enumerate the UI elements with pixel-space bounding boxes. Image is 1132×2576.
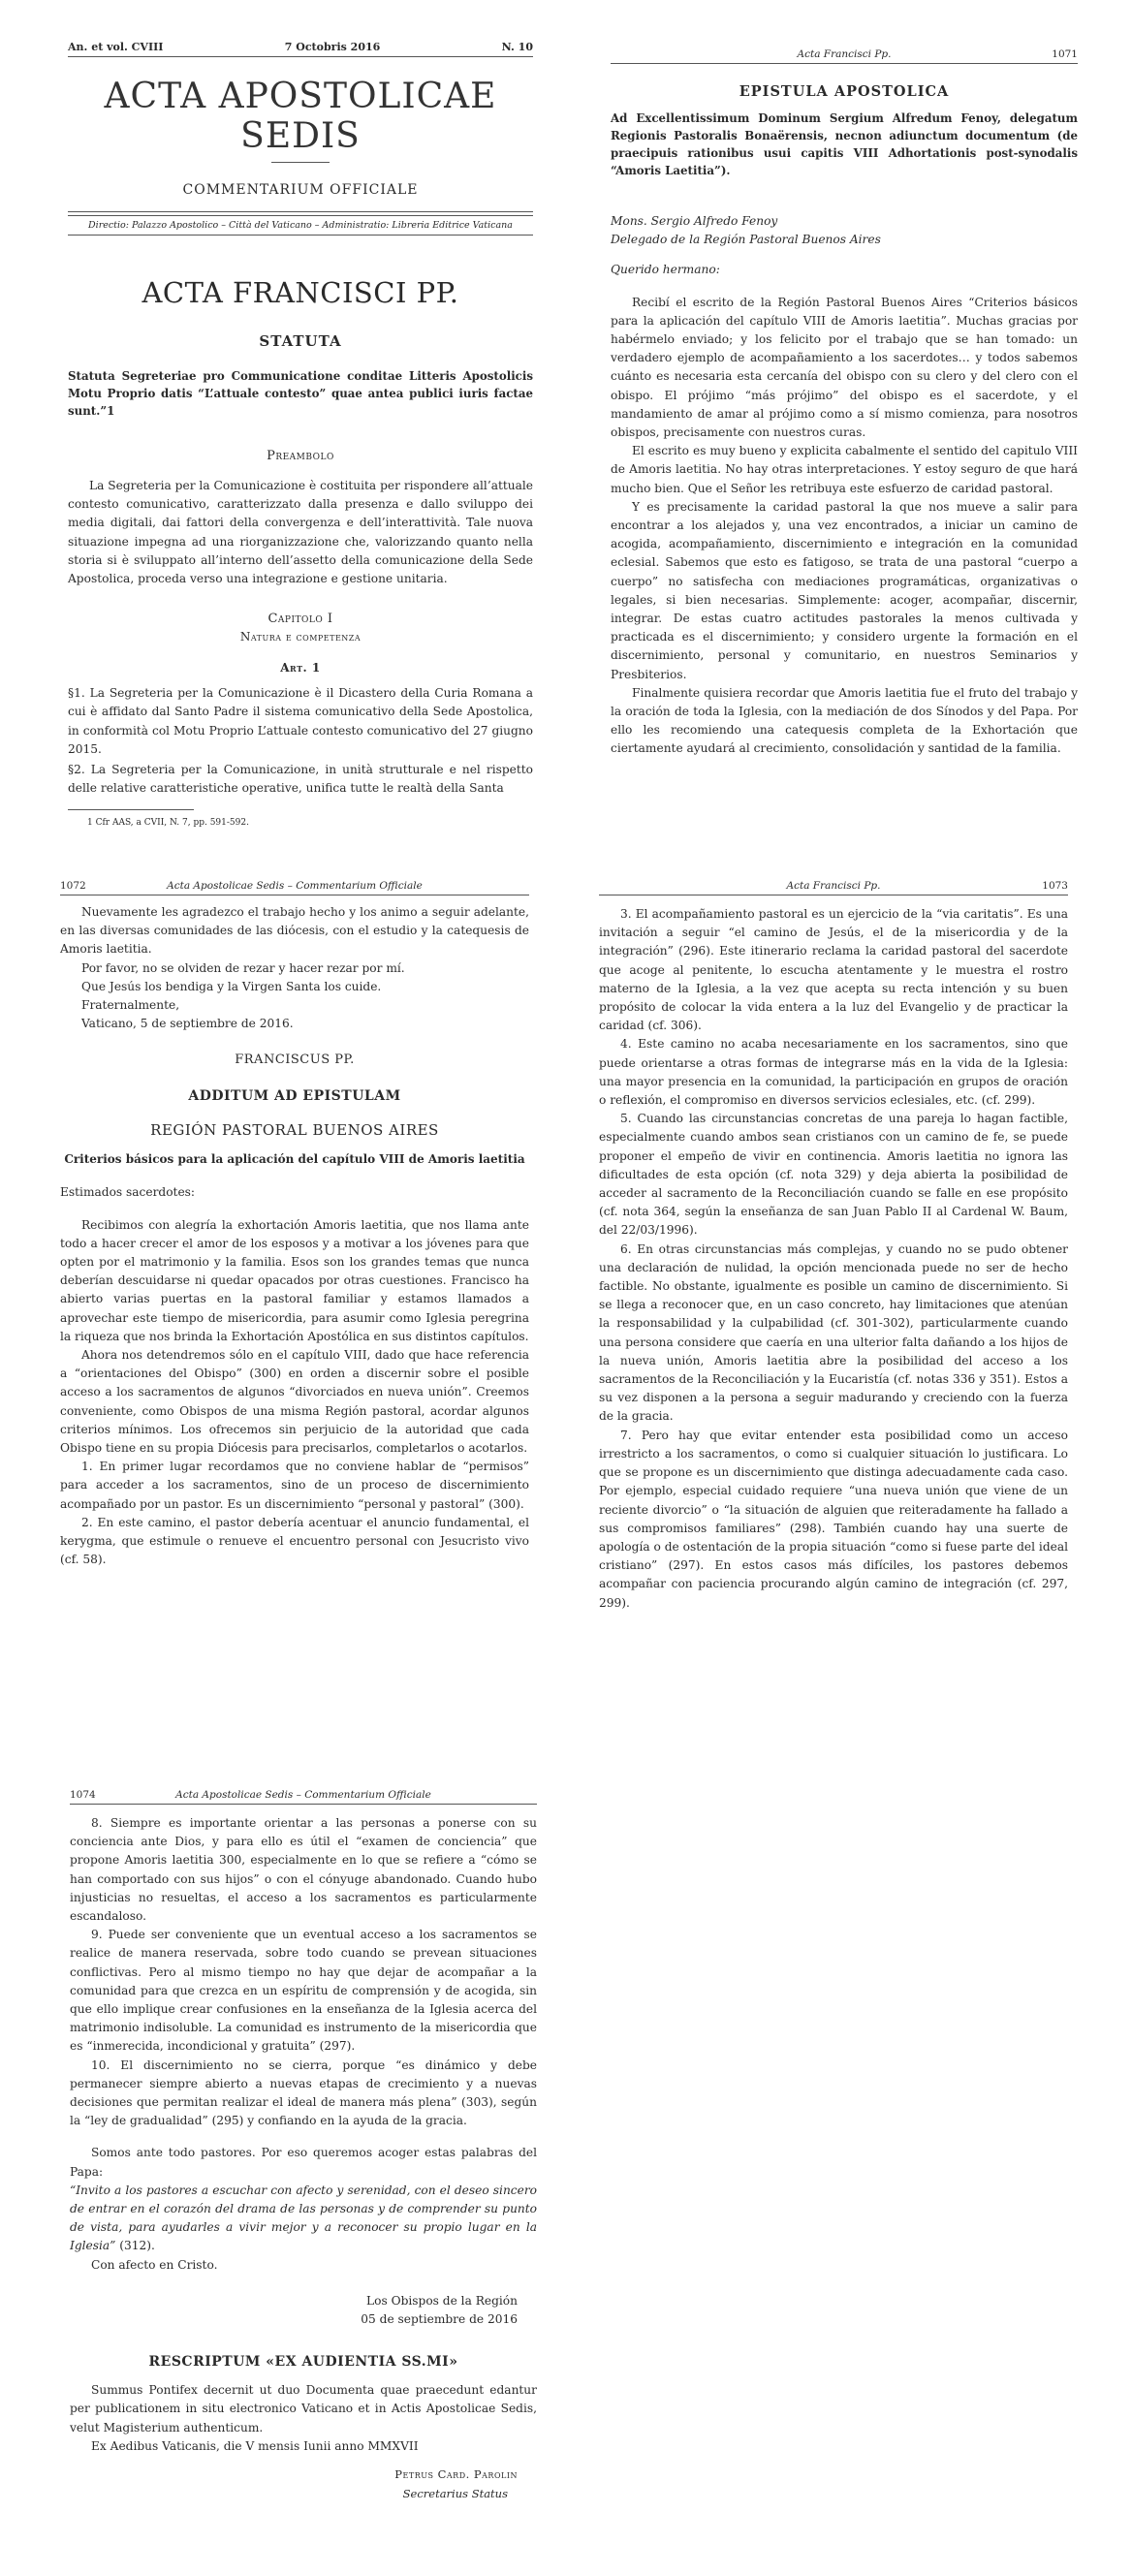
footnote-rule xyxy=(68,809,194,810)
page-5 xyxy=(70,1789,537,2500)
body-paragraph: El escrito es muy bueno y explicita cabalmente el sentido del capitulo VIII de Amoris laetitia. No hay otras interpretaciones. Y estoy seguro de que hará mucho bien. Que el Señor les retribuya este esfuerzo de caridad pastoral. xyxy=(611,444,1078,495)
salutation: Estimados sacerdotes: xyxy=(60,1185,196,1200)
article-heading: Art. 1 xyxy=(280,661,321,675)
chapter-heading: Capitolo I xyxy=(267,612,333,627)
signer-title: Secretarius Status xyxy=(402,2487,508,2501)
body-paragraph: 10. El discernimiento no se cierra, porque “es dinámico y debe permanecer siempre abierto a nuevas etapas de crecimiento y a nuevas decisiones que permitan realizar el ideal de manera más plena” (303), según la “ley de gradualidad” (295) y confiando en la ayuda de la gracia. xyxy=(70,2058,537,2128)
direction-line: Directio: Palazzo Apostolico – Città del Vaticano – Administratio: Libreria Editrice Vaticana xyxy=(68,220,533,236)
closing-line: Vaticano, 5 de septiembre de 2016. xyxy=(81,1017,294,1031)
closing-line: Por favor, no se olviden de rezar y hacer rezar por mí. xyxy=(81,960,405,975)
rescriptum-text: Summus Pontifex decernit ut duo Documenta quae praecedunt edantur per publicationem in situ electronico Vaticano et in Actis Apostolicae Sedis, velut Magisterium authenticum. xyxy=(70,2383,537,2435)
issue-number: N. 10 xyxy=(501,41,533,53)
issue-date: 7 Octobris 2016 xyxy=(284,41,381,53)
epistula-description: Ad Excellentissimum Dominum Sergium Alfredum Fenoy, delegatum Regionis Pastoralis Bonaërensis, necnon adiunctum documentum (de praecipuis rationibus usui capitis VIII Adhortationis post-synodalis “Amoris Laetitia”). xyxy=(611,111,1078,177)
journal-subtitle: COMMENTARIUM OFFICIALE xyxy=(182,182,419,198)
body-paragraph: 8. Siempre es importante orientar a las personas a ponerse con su conciencia ante Dios, y para ello es útil el “examen de conciencia” que propone Amoris laetitia 300, especialmente en lo que se refiere a “cómo se han comportado con sus hijos” o con el cónyuge abandonado. Cuando hubo injusticias no resueltas, el acceso a los sacramentos es particularmente escandaloso. xyxy=(70,1816,537,1924)
greeting: Querido hermano: xyxy=(611,263,720,277)
body-paragraph: 9. Puede ser conveniente que un eventual acceso a los sacramentos se realice de manera reservada, sobre todo cuando se prevean situaciones conflictivas. Pero al mismo tiempo no hay que dejar de acompañar a la comunidad para que crezca en un espíritu de comprensión y de acogida, sin que ello implique crear confusiones en la enseñanza de la Iglesia acerca del matrimonio indisoluble. La comunidad es instrumento de la misericordia que es “inmerecida, incondicional y gratuita” (297). xyxy=(70,1928,537,2054)
page-number: 1073 xyxy=(1042,880,1068,892)
signature: FRANCISCUS PP. xyxy=(235,1052,355,1068)
signing-date: 05 de septiembre de 2016 xyxy=(361,2312,518,2327)
closing-line: Fraternalmente, xyxy=(81,998,180,1013)
body-paragraph: 1. En primer lugar recordamos que no conviene hablar de “permisos” para acceder a los sacramentos, sino de un proceso de discernimiento acompañado por un pastor. Es un discernimiento “personal y pastoral” (300). xyxy=(60,1460,529,1511)
page-number: 1071 xyxy=(1052,48,1078,60)
preambolo-text: La Segreteria per la Comunicazione è costituita per rispondere all’attuale contesto comunicativo, caratterizzato dalla presenza e dallo sviluppo dei media digitali, dai fattori della convergenza e dell’interattività. Tale nuova situazione impegna ad una riorganizzazione che, valorizzando quanto nella storia si è sviluppato all’interno dell’assetto della comunicazione della Sede Apostolica, proceda verso una integrazione e gestione unitaria. xyxy=(68,479,533,586)
statuta-description: Statuta Segreteriae pro Communicatione conditae Litteris Apostolicis Motu Proprio datis “L’attuale contesto” quae antea publici iuris factae sunt.”1 xyxy=(68,369,533,418)
criterios-heading: Criterios básicos para la aplicación del capítulo VIII de Amoris laetitia xyxy=(64,1152,525,1167)
closing-line: Que Jesús los bendiga y la Virgen Santa los cuide. xyxy=(81,979,382,993)
section-title: ACTA FRANCISCI PP. xyxy=(142,276,459,309)
quote-text: “Invito a los pastores a escuchar con afecto y serenidad, con el deseo sincero de entrar en el corazón del drama de las personas y de comprender su punto de vista, para ayudarles a vivir mejor y a reconocer su propio lugar en la Iglesia” xyxy=(70,2183,537,2253)
body-paragraph: 6. En otras circunstancias más complejas, y cuando no se pudo obtener una declaración de nulidad, la opción mencionada puede no ser de hecho factible. No obstante, igualmente es posible un camino de discernimiento. Si se llega a reconocer que, en un caso concreto, hay limitaciones que atenúan la responsabilidad y la culpabilidad (cf. 301-302), particularmente cuando una persona considere que caería en una ulterior falta dañando a los hijos de la nueva unión, Amoris laetitia abre la posibilidad del acceso a los sacramentos de la Reconciliación y la Eucaristía (cf. notas 336 y 351). Estos a su vez disponen a la persona a seguir madurando y creciendo con la fuerza de la gracia. xyxy=(599,1241,1068,1424)
body-paragraph: Somos ante todo pastores. Por eso queremos acoger estas palabras del Papa: xyxy=(70,2146,537,2179)
issue-header xyxy=(68,41,533,57)
page-number: 1072 xyxy=(60,880,86,892)
paragraph-1: §1. La Segreteria per la Comunicazione è il Dicastero della Curia Romana a cui è affidato dal Santo Padre il sistema comunicativo della Sede Apostolica, in conformità col Motu Proprio L’attuale contesto comunicativo del 27 giugno 2015. xyxy=(68,686,533,756)
page-1 xyxy=(68,41,533,828)
page-4 xyxy=(599,880,1068,1613)
closing-line: Con afecto en Cristo. xyxy=(91,2257,218,2272)
body-paragraph: Finalmente quisiera recordar que Amoris laetitia fue el fruto del trabajo y la oración de toda la Iglesia, con la mediación de dos Sínodos y del Papa. Por ello les recomiendo una catequesis completa de la Exhortación que ciertamente ayudará al crecimiento, consolidación y santidad de la familia. xyxy=(611,685,1078,756)
epistula-heading: EPISTULA APOSTOLICA xyxy=(739,83,950,100)
signer-name: Petrus Card. Parolin xyxy=(394,2467,518,2482)
divider xyxy=(68,211,533,216)
page-2 xyxy=(611,48,1078,759)
volume-label: An. et vol. CVIII xyxy=(68,41,164,53)
running-header xyxy=(599,880,1068,895)
page-number: 1074 xyxy=(70,1789,96,1801)
addressee-title: Delegado de la Región Pastoral Buenos Aires xyxy=(611,233,881,247)
footnote: 1 Cfr AAS, a CVII, N. 7, pp. 591-592. xyxy=(87,818,249,829)
rescriptum-heading: RESCRIPTUM «EX AUDIENTIA SS.MI» xyxy=(148,2354,458,2371)
body-paragraph: Nuevamente les agradezco el trabajo hecho y los animo a seguir adelante, en las diversas comunidades de las diócesis, con el estudio y la catequesis de Amoris laetitia. xyxy=(60,905,529,957)
body-paragraph: 5. Cuando las circunstancias concretas de una pareja lo hagan factible, especialmente cuando ambos sean cristianos con un camino de fe, se puede proponer el empeño de vivir en continencia. Amoris laetitia no ignora las dificultades de esta opción (cf. nota 329) y deja abierta la posibilidad de acceder al sacramento de la Reconciliación cuando se falle en ese propósito (cf. nota 364, según la enseñanza de san Juan Pablo II al Cardenal W. Baum, del 22/03/1996). xyxy=(599,1112,1068,1238)
chapter-subheading: Natura e competenza xyxy=(239,630,362,644)
divider xyxy=(271,162,330,163)
running-title: Acta Apostolicae Sedis – Commentarium Officiale xyxy=(175,1789,431,1801)
running-header xyxy=(70,1789,537,1805)
addressee-name: Mons. Sergio Alfredo Fenoy xyxy=(611,214,778,228)
statuta-heading: STATUTA xyxy=(259,332,342,350)
paragraph-2: §2. La Segreteria per la Comunicazione, in unità strutturale e nel rispetto delle relative caratteristiche operative, unifica tutte le realtà della Santa xyxy=(68,763,533,796)
signers: Los Obispos de la Región xyxy=(366,2293,518,2308)
rescriptum-date: Ex Aedibus Vaticanis, die V mensis Iunii anno MMXVII xyxy=(91,2438,419,2453)
pope-quote xyxy=(70,2182,537,2256)
additum-heading: ADDITUM AD EPISTULAM xyxy=(188,1088,401,1105)
body-paragraph: 7. Pero hay que evitar entender esta posibilidad como un acceso irrestricto a los sacramentos, o como si cualquier situación lo justificara. Lo que se propone es un discernimiento que distinga adecuadamente cada caso. Por ejemplo, especial cuidado requiere “una nueva unión que viene de un reciente divorcio” o “la situación de alguien que reiteradamente ha fallado a sus compromisos familiares” (298). También cuando hay una suerte de apología o de ostentación de la propia situación “como si fuese parte del ideal cristiano” (297). En estos casos más difíciles, los pastores debemos acompañar con paciencia procurando algún camino de integración (cf. 297, 299). xyxy=(599,1428,1068,1610)
body-paragraph: 4. Este camino no acaba necesariamente en los sacramentos, sino que puede orientarse a otras formas de integrarse más en la vida de la Iglesia: una mayor presencia en la comunidad, la participación en grupos de oración o reflexión, el compromiso en diversos servicios eclesiales, etc. (cf. 299). xyxy=(599,1037,1068,1108)
running-title: Acta Apostolicae Sedis – Commentarium Officiale xyxy=(167,880,423,892)
running-header xyxy=(611,48,1078,64)
running-header xyxy=(60,880,529,895)
quote-reference: (312). xyxy=(119,2239,155,2253)
body-paragraph: Ahora nos detendremos sólo en el capítulo VIII, dado que hace referencia a “orientaciones del Obispo” (300) en orden a discernir sobre el posible acceso a los sacramentos de algunos “divorciados en nueva unión”. Creemos conveniente, como Obispos de una misma Región pastoral, acordar algunos criterios mínimos. Los ofrecemos sin perjuicio de la autoridad que cada Obispo tiene en su propia Diócesis para precisarlos, completarlos o acotarlos. xyxy=(60,1348,529,1456)
page-3 xyxy=(60,880,529,1569)
body-paragraph: Recibimos con alegría la exhortación Amoris laetitia, que nos llama ante todo a hacer crecer el amor de los esposos y a motivar a los jóvenes para que opten por el matrimonio y la familia. Esos son los grandes temas que nunca deberían descuidarse ni quedar opacados por otras cuestiones. Francisco ha abierto varias puertas en la pastoral familiar y estamos llamados a aprovechar este tiempo de misericordia, para asumir como Iglesia peregrina la riqueza que nos brinda la Exhortación Apostólica en sus distintos capítulos. xyxy=(60,1217,529,1343)
journal-title: ACTA APOSTOLICAE SEDIS xyxy=(104,77,497,156)
running-title: Acta Francisci Pp. xyxy=(797,48,892,60)
preambolo-heading: Preambolo xyxy=(267,449,334,463)
body-paragraph: 3. El acompañamiento pastoral es un ejercicio de la “via caritatis”. Es una invitación a seguir “el camino de Jesús, el de la misericordia y de la integración” (296). Este itinerario reclama la caridad pastoral del sacerdote que acoge al penitente, lo escucha atentamente y le muestra el rostro materno de la Iglesia, a la vez que acepta su recta intención y su buen propósito de colocar la vida entera a la luz del Evangelio y de practicar la caridad (cf. 306). xyxy=(599,907,1068,1033)
region-heading: REGIÓN PASTORAL BUENOS AIRES xyxy=(150,1121,439,1140)
body-paragraph: Y es precisamente la caridad pastoral la que nos mueve a salir para encontrar a los alejados y, una vez encontrados, a iniciar un camino de acogida, acompañamiento, discernimiento e integración en la comunidad eclesial. Sabemos que esto es fatigoso, se trata de una pastoral “cuerpo a cuerpo” no satisfecha con mediaciones programáticas, organizativas o legales, si bien necesarias. Simplemente: acoger, acompañar, discernir, integrar. De estas cuatro actitudes pastorales la menos cultivada y practicada es el discernimiento; y considero urgente la formación en el discernimiento, personal y comunitario, en nuestros Seminarios y Presbiterios. xyxy=(611,499,1078,681)
body-paragraph: 2. En este camino, el pastor debería acentuar el anuncio fundamental, el kerygma, que estimule o renueve el encuentro personal con Jesucristo vivo (cf. 58). xyxy=(60,1515,529,1567)
running-title: Acta Francisci Pp. xyxy=(786,880,881,892)
body-paragraph: Recibí el escrito de la Región Pastoral Buenos Aires “Criterios básicos para la aplicación del capítulo VIII de Amoris laetitia”. Muchas gracias por habérmelo enviado; y los felicito por el trabajo que se han tomado: un verdadero ejemplo de acompañamiento a los sacerdotes… y todos sabemos cuánto es necesaria esta cercanía del obispo con su clero y del clero con el obispo. El prójimo “más prójimo” del obispo es el sacerdote, y el mandamiento de amar al prójimo como a sí mismo comienza, para nosotros obispos, precisamente con nuestros curas. xyxy=(611,295,1078,440)
